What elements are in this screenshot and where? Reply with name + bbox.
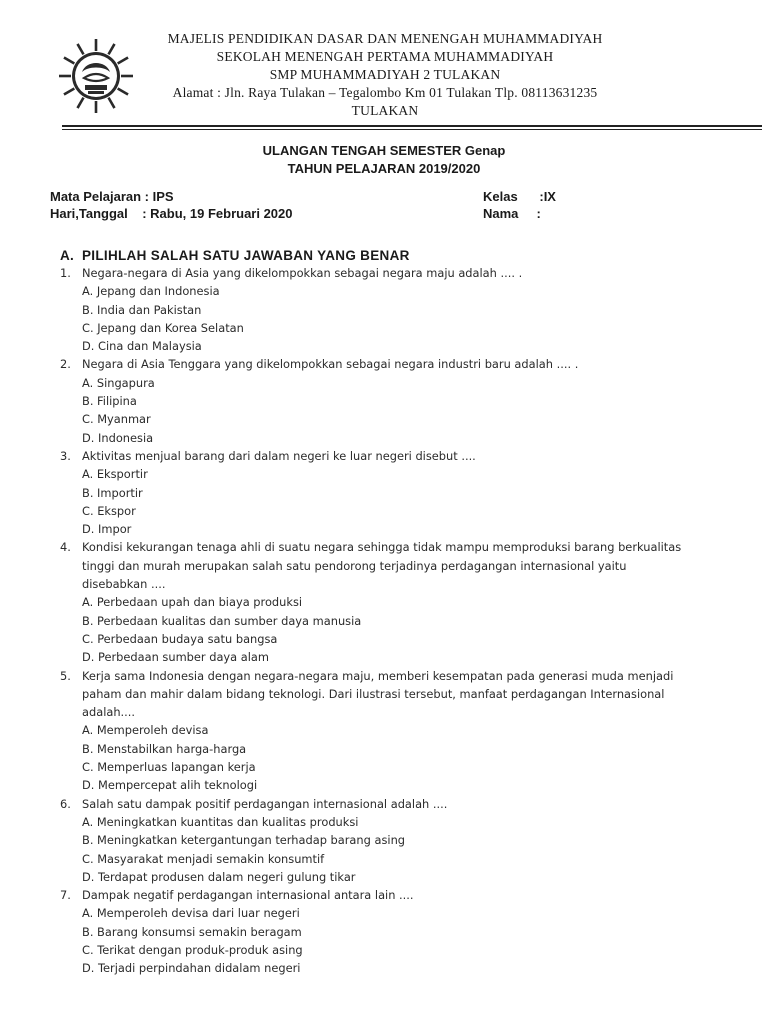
- letterhead: [0, 0, 768, 130]
- question-7: [0, 886, 722, 904]
- name-field: Nama :: [483, 206, 541, 221]
- answer-option: D. Impor: [82, 522, 132, 537]
- question-text-line: Negara-negara di Asia yang dikelompokkan sebagai negara maju adalah .... .: [82, 266, 523, 280]
- question-text-line: Aktivitas menjual barang dari dalam negeri ke luar negeri disebut ....: [82, 448, 476, 463]
- answer-option: C. Masyarakat menjadi semakin konsumtif: [82, 851, 325, 866]
- muhammadiyah-logo-icon: [58, 38, 134, 114]
- question-number: 7.: [60, 888, 71, 903]
- exam-year: TAHUN PELAJARAN 2019/2020: [287, 161, 481, 176]
- answer-option: B. Filipina: [82, 394, 137, 409]
- question-5: [0, 667, 722, 722]
- question-text-line: Kerja sama Indonesia dengan negara-negara maju, memberi kesempatan pada generasi muda menjadi: [82, 668, 674, 683]
- question-number: 3.: [60, 448, 71, 463]
- answer-option: A. Memperoleh devisa dari luar negeri: [82, 906, 300, 921]
- answer-option: D. Indonesia: [82, 430, 154, 445]
- question-text-line: Negara di Asia Tenggara yang dikelompokkan sebagai negara industri baru adalah .... .: [82, 357, 579, 372]
- question-text-line: adalah....: [82, 705, 136, 720]
- answer-option: A. Singapura: [82, 375, 155, 390]
- section-title: PILIHLAH SALAH SATU JAWABAN YANG BENAR: [82, 248, 410, 263]
- subject-field: Mata Pelajaran : IPS: [50, 189, 174, 204]
- answer-option: D. Terjadi perpindahan didalam negeri: [82, 961, 301, 976]
- answer-option: C. Terikat dengan produk-produk asing: [82, 942, 303, 957]
- exam-title: ULANGAN TENGAH SEMESTER Genap: [262, 143, 506, 158]
- answer-option: A. Perbedaan upah dan biaya produksi: [82, 595, 303, 610]
- answer-option: C. Memperluas lapangan kerja: [82, 760, 256, 775]
- letterhead-line-1: MAJELIS PENDIDIKAN DASAR DAN MENENGAH MUHAMMADIYAH: [167, 31, 603, 46]
- letterhead-city: TULAKAN: [351, 103, 419, 118]
- question-number: 2.: [60, 357, 71, 372]
- question-text-line: disebabkan ....: [82, 577, 166, 592]
- question-number: 5.: [60, 668, 71, 683]
- question-number: 4.: [60, 540, 71, 555]
- question-1: [0, 264, 722, 282]
- section-letter: A.: [60, 248, 75, 263]
- answer-option: A. Jepang dan Indonesia: [82, 284, 220, 299]
- answer-option: B. India dan Pakistan: [82, 302, 202, 317]
- question-2: [0, 355, 722, 373]
- letterhead-rule-thick: [62, 125, 762, 127]
- letterhead-rule-thin: [62, 129, 762, 130]
- question-text-line: paham dan mahir dalam bidang teknologi. Dari ilustrasi tersebut, manfaat perdagangan Internasional: [82, 686, 665, 701]
- answer-option: A. Meningkatkan kuantitas dan kualitas produksi: [82, 814, 359, 829]
- class-field: Kelas :IX: [483, 189, 556, 204]
- answer-option: B. Barang konsumsi semakin beragam: [82, 924, 302, 939]
- answer-option: C. Myanmar: [82, 412, 151, 427]
- answer-option: C. Perbedaan budaya satu bangsa: [82, 631, 278, 646]
- letterhead-line-3: SMP MUHAMMADIYAH 2 TULAKAN: [269, 67, 501, 82]
- letterhead-line-2: SEKOLAH MENENGAH PERTAMA MUHAMMADIYAH: [216, 49, 554, 64]
- section-heading: [60, 248, 410, 263]
- question-3: [0, 447, 722, 465]
- question-4: [0, 538, 722, 593]
- answer-option: A. Eksportir: [82, 467, 148, 482]
- question-text-line: tinggi dan murah merupakan salah satu pendorong terjadinya perdagangan internasional yaitu: [82, 558, 627, 573]
- date-field: Hari,Tanggal : Rabu, 19 Februari 2020: [50, 206, 293, 221]
- question-text-line: Salah satu dampak positif perdagangan internasional adalah ....: [82, 796, 448, 811]
- answer-option: D. Terdapat produsen dalam negeri gulung tikar: [82, 869, 356, 884]
- answer-option: D. Perbedaan sumber daya alam: [82, 650, 269, 665]
- letterhead-address: Alamat : Jln. Raya Tulakan – Tegalombo Km 01 Tulakan Tlp. 08113631235: [172, 85, 598, 100]
- answer-option: D. Mempercepat alih teknologi: [82, 778, 258, 793]
- school-letterhead-text: [140, 30, 630, 120]
- answer-option: D. Cina dan Malaysia: [82, 339, 202, 354]
- answer-option: B. Meningkatkan ketergantungan terhadap barang asing: [82, 833, 406, 848]
- question-text-line: Kondisi kekurangan tenaga ahli di suatu negara sehingga tidak mampu memproduksi barang berkualitas: [82, 540, 682, 555]
- question-list: [0, 264, 768, 978]
- exam-title-block: [0, 142, 768, 178]
- answer-option: A. Memperoleh devisa: [82, 723, 209, 738]
- question-number: 6.: [60, 796, 71, 811]
- question-number: 1.: [60, 266, 71, 280]
- question-text-line: Dampak negatif perdagangan internasional antara lain ....: [82, 888, 414, 903]
- answer-option: C. Ekspor: [82, 503, 136, 518]
- answer-option: C. Jepang dan Korea Selatan: [82, 320, 244, 335]
- question-6: [0, 795, 722, 813]
- answer-option: B. Perbedaan kualitas dan sumber daya manusia: [82, 613, 362, 628]
- answer-option: B. Menstabilkan harga-harga: [82, 741, 247, 756]
- answer-option: B. Importir: [82, 485, 143, 500]
